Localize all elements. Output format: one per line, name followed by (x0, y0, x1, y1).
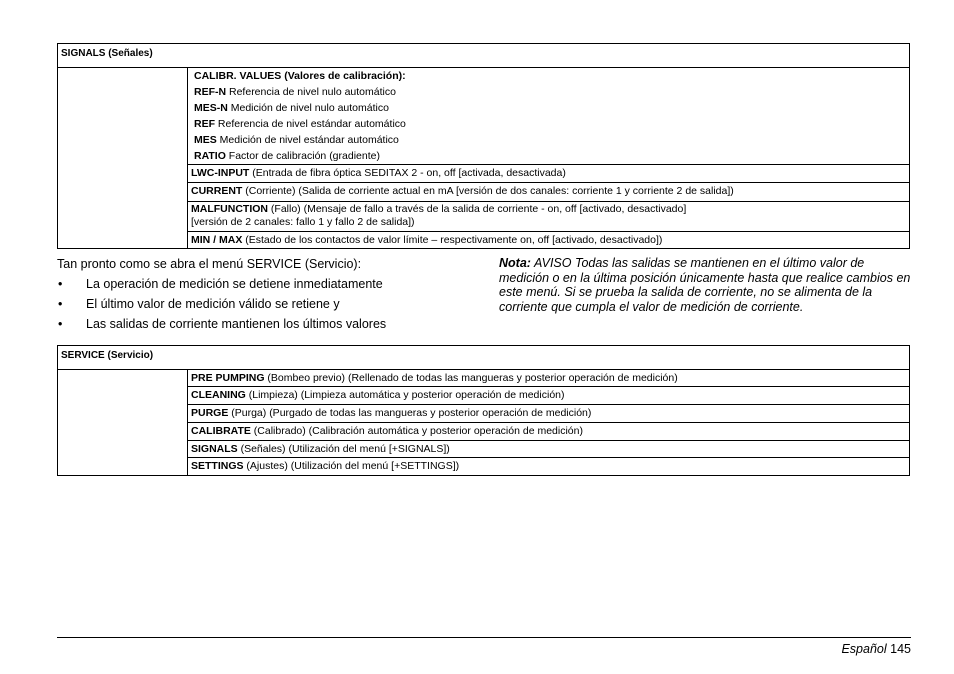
signals-table-left-cell (58, 68, 188, 249)
signals-table (57, 43, 910, 249)
note-label: Nota: (499, 256, 531, 270)
footer-language: Español (841, 642, 887, 656)
service-table (57, 345, 910, 476)
bullet-item: • Las salidas de corriente mantienen los últimos valores (58, 317, 387, 331)
service-row-cleaning: CLEANING (Limpieza) (Limpieza automática y posterior operación de medición) (188, 387, 909, 405)
note-paragraph: Nota: AVISO Todas las salidas se mantienen en el último valor de medición o en la última posición únicamente hasta que realice cambios en este menú. Si se prueba la salida de corriente, no se alimenta de la corriente que cumpla el valor de medición de corriente. (499, 256, 911, 314)
calibr-values-cell (188, 68, 909, 165)
signals-table-right-cell (188, 68, 909, 249)
service-table-title: SERVICE (Servicio) (58, 346, 909, 370)
intro-lead: Tan pronto como se abra el menú SERVICE (Servicio): (57, 257, 362, 271)
calibr-item: MES Medición de nivel estándar automático (194, 134, 399, 146)
page-footer (841, 642, 911, 656)
calibr-item: MES-N Medición de nivel nulo automático (194, 102, 389, 114)
service-row-signals: SIGNALS (Señales) (Utilización del menú [+SIGNALS]) (188, 441, 909, 458)
signals-row-lwc-input: LWC-INPUT (Entrada de fibra óptica SEDITAX 2 - on, off [activada, desactivada) (188, 165, 909, 183)
page-number: 145 (886, 642, 911, 656)
service-table-left-cell (58, 370, 188, 476)
service-row-pre-pumping: PRE PUMPING (Bombeo previo) (Rellenado de todas las mangueras y posterior operación de medición) (188, 370, 909, 387)
bullet-item: • La operación de medición se detiene inmediatamente (58, 277, 383, 291)
calibr-item: REF-N Referencia de nivel nulo automático (194, 86, 396, 98)
service-row-settings: SETTINGS (Ajustes) (Utilización del menú [+SETTINGS]) (191, 460, 460, 472)
calibr-item: RATIO Factor de calibración (gradiente) (194, 150, 380, 162)
calibr-item: REF Referencia de nivel estándar automático (194, 118, 406, 130)
service-row-calibrate: CALIBRATE (Calibrado) (Calibración automática y posterior operación de medición) (188, 423, 909, 441)
signals-row-malfunction: MALFUNCTION (Fallo) (Mensaje de fallo a través de la salida de corriente - on, off [activado, desactivado] [versión de 2 canales: fallo 1 y fallo 2 de salida]) (188, 202, 909, 232)
service-row-purge: PURGE (Purga) (Purgado de todas las mangueras y posterior operación de medición) (188, 405, 909, 423)
bullet-item: • El último valor de medición válido se retiene y (58, 297, 340, 311)
service-table-right-cell (188, 370, 909, 476)
service-intro (57, 254, 386, 334)
signals-row-current: CURRENT (Corriente) (Salida de corriente actual en mA [versión de dos canales: corriente 1 y corriente 2 de salida]) (188, 183, 909, 202)
calibr-values-heading: CALIBR. VALUES (Valores de calibración): (194, 70, 406, 82)
signals-table-title: SIGNALS (Señales) (58, 44, 909, 68)
signals-row-min-max: MIN / MAX (Estado de los contactos de valor límite – respectivamente on, off [activado, desactivado]) (191, 234, 663, 246)
footer-divider (57, 637, 911, 638)
